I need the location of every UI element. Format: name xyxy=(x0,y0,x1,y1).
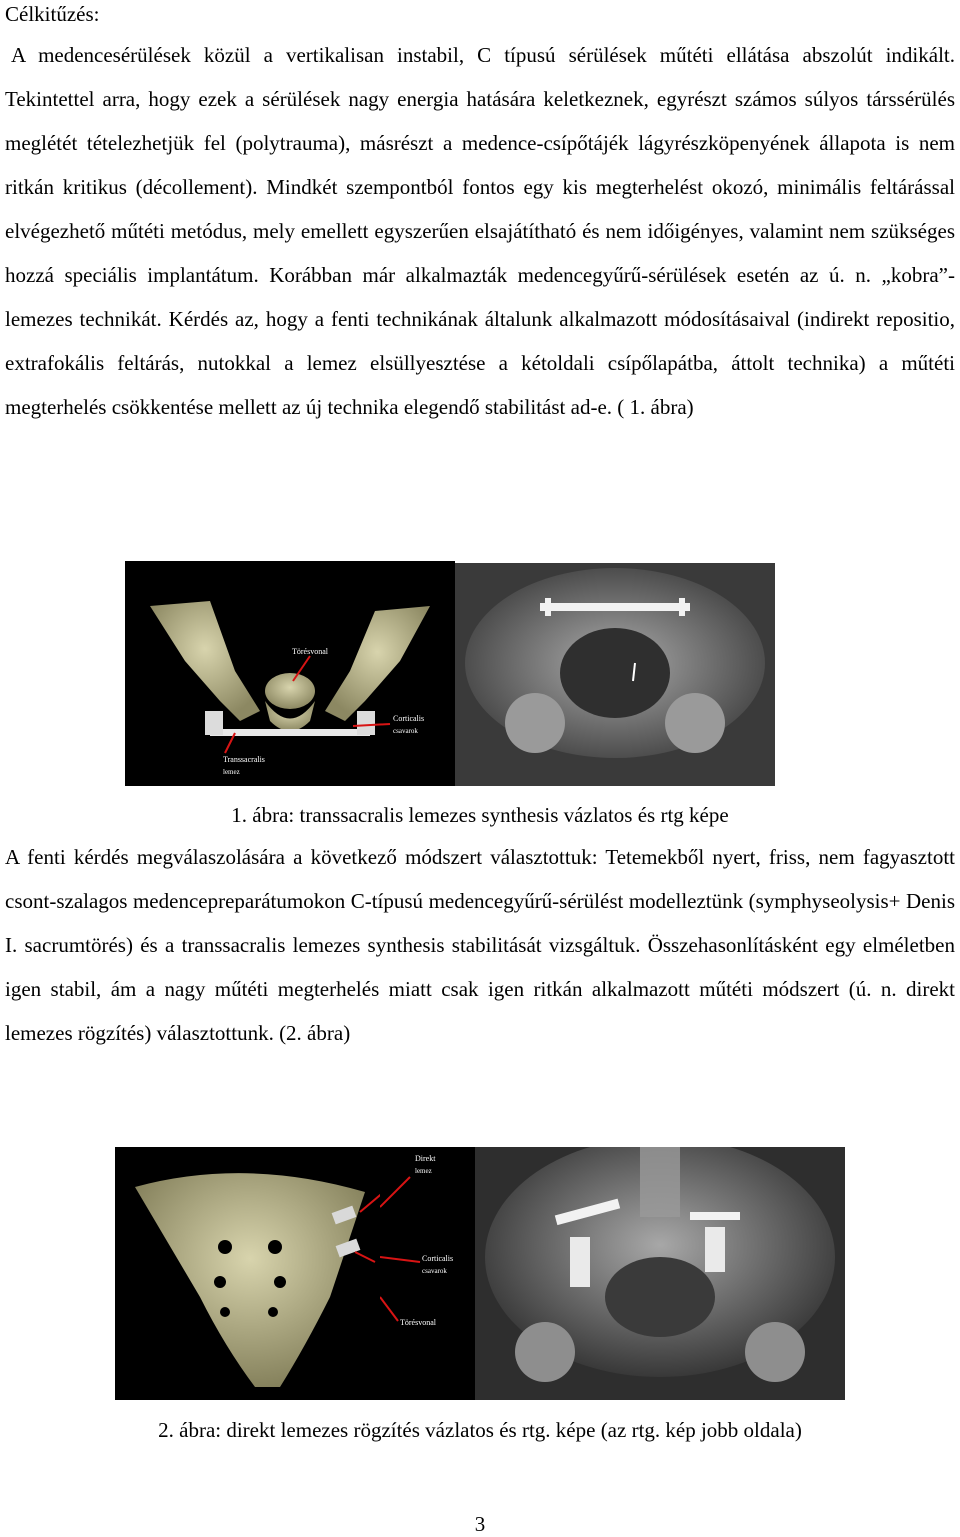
label-direct-plate-1: Direkt xyxy=(415,1154,436,1163)
intro-paragraph: A medencesérülések közül a vertikalisan instabil, C típusú sérülések műtéti ellátása abszolút indikált. Tekintettel arra, hogy ezek a sérülések nagy energia hatására keletkeznek, egyrészt számos súlyos társsérülés meglétét tételezhetjük fel (polytrauma), másrészt a medence-csípőtájék lágyrészköpenyének állapota is nem ritkán kritikus (décollement). Mindkét szempontból fontos egy kis megterhelést okozó, minimális feltárással elvégezhető műtéti metódus, mely emellett egyszerűen elsajátítható és nem időigényes, valamint nem szükséges hozzá speciális implantátum. Korábban már alkalmazták medencegyűrű-sérülések esetén az ú. n. „kobra”-lemezes technikát. Kérdés az, hogy a fenti technikának általunk alkalmazott módosításaival (indirekt repositio, extrafokális feltárás, nutokkal a lemez elsüllyesztése a kétoldali csípőlapátba, áttolt technika) a műtéti megterhelés csökkentése mellett az új technika elegendő stabilitást ad-e. ( 1. ábra) xyxy=(5,43,955,419)
section-heading: Célkitűzés: xyxy=(5,2,100,26)
page-number: 3 xyxy=(474,1512,486,1536)
label-plate-2: lemez xyxy=(223,768,240,776)
methods-paragraph: A fenti kérdés megválaszolására a következő módszert választottuk: Tetemekből nyert, friss, nem fagyasztott csont-szalagos medencepreparátumokon C-típusú medencegyűrű-sérülést modelleztünk (symphyseolysis+ Denis I. sacrumtörés) és a transsacralis lemezes synthesis stabilitását vizsgáltuk. Összehasonlításként egy elméletben igen stabil, ám a nagy műtéti megterhelés miatt csak igen ritkán alkalmazott műtéti módszert (ú. n. direkt lemezes rögzítés) választottunk. (2. ábra) xyxy=(5,845,955,1045)
figure1-xray xyxy=(455,563,775,786)
label-cortical-screws-1: Corticalis xyxy=(422,1254,454,1263)
label-cortical-screws-2: csavarok xyxy=(422,1267,447,1275)
figure2-xray xyxy=(475,1147,845,1400)
label-cortical-screws-2: csavarok xyxy=(393,727,418,735)
label-plate-1: Transsacralis xyxy=(223,755,265,764)
label-fracture-line: Törésvonal xyxy=(400,1318,436,1327)
figure2-label-panel xyxy=(380,1147,475,1400)
label-cortical-screws-1: Corticalis xyxy=(393,714,425,723)
figure1-caption: 1. ábra: transsacralis lemezes synthesis vázlatos és rtg képe xyxy=(231,803,729,827)
figure2-schematic xyxy=(115,1147,380,1400)
label-fracture-line: Törésvonal xyxy=(292,647,328,656)
label-direct-plate-2: lemez xyxy=(415,1167,432,1175)
figure1-schematic xyxy=(125,561,455,786)
figure2-caption: 2. ábra: direkt lemezes rögzítés vázlatos és rtg. képe (az rtg. kép jobb oldala) xyxy=(158,1418,802,1442)
